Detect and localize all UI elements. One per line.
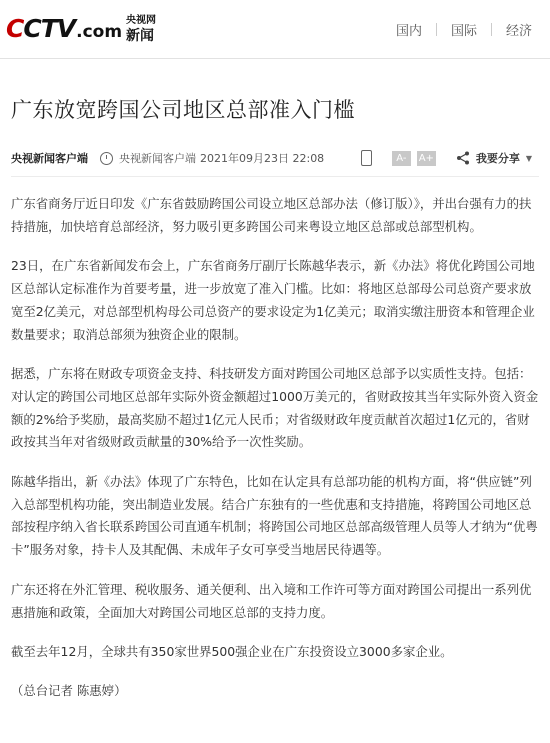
cctv-logo[interactable] <box>6 14 156 44</box>
article-meta <box>11 149 550 167</box>
nav-item-domestic[interactable]: 国内 <box>395 24 422 39</box>
article-title: 广东放宽跨国公司地区总部准入门槛 <box>11 98 355 122</box>
article-source-secondary: 央视新闻客户端 <box>119 152 196 165</box>
clock-icon <box>100 152 113 165</box>
article-tools <box>361 149 532 167</box>
article-paragraph: 陈越华指出，新《办法》体现了广东特色，比如在认定具有总部功能的机构方面，将“供应链”列入总部型机构功能，突出制造业发展。结合广东独有的一些优惠和支持措施，将跨国公司地区总部按程序纳入省长联系跨国公司直通车机制；将跨国公司地区总部高级管理人员等人才纳为“优粤卡”服务对象，持卡人及其配偶、未成年子女可享受当地居民待遇等。 <box>11 474 538 558</box>
site-header <box>0 0 550 59</box>
chevron-down-icon: ▼ <box>525 153 532 163</box>
nav-divider <box>436 23 437 36</box>
article-paragraph: 23日，在广东省新闻发布会上，广东省商务厅副厅长陈越华表示，新《办法》将优化跨国公司地区总部认定标准作为首要考量，进一步放宽了准入门槛。比如：将地区总部母公司总资产要求放宽至2亿美元，对总部型机构母公司总资产的要求设定为1亿美元；取消实缴注册资本和管理企业数量要求；取消总部须为独资企业的限制。 <box>11 258 535 342</box>
share-label: 我要分享 <box>475 152 520 165</box>
logo-com: .com <box>76 22 123 42</box>
article-paragraph: 广东省商务厅近日印发《广东省鼓励跨国公司设立地区总部办法（修订版）》，并出台强有力的扶持措施，加快培育总部经济，努力吸引更多跨国公司来粤设立地区总部或总部型机构。 <box>11 196 532 234</box>
section-name: 新闻 <box>126 28 155 44</box>
article-paragraph: 截至去年12月，全球共有350家世界500强企业在广东投资设立3000多家企业。 <box>11 644 453 660</box>
publish-time: 2021年09月23日 22:08 <box>200 152 325 165</box>
share-button[interactable] <box>456 150 532 166</box>
article-body <box>11 193 541 720</box>
top-nav <box>396 20 532 39</box>
share-icon <box>456 151 470 165</box>
nav-divider <box>491 23 492 36</box>
article-paragraph: 据悉，广东将在财政专项资金支持、科技研发方面对跨国公司地区总部予以实质性支持。包括：对认定的跨国公司地区总部年实际外资金额超过1000万美元的，省财政按其当年实际外资入资金额的2%给予奖励，最高奖励不超过1亿元人民币；对省级财政年度贡献首次超过1亿元的，省财政按其当年对省级财政贡献量的30%给予一次性奖励。 <box>11 366 539 450</box>
divider <box>11 176 539 177</box>
nav-item-international[interactable]: 国际 <box>450 24 477 39</box>
logo-cn: 央视网 <box>126 15 157 26</box>
article-paragraph: 广东还将在外汇管理、税收服务、通关便利、出入境和工作许可等方面对跨国公司提出一系列优惠措施和政策，全面加大对跨国公司地区总部的支持力度。 <box>11 581 532 620</box>
article-byline: （总台记者 陈惠婷） <box>11 682 127 698</box>
font-decrease-button[interactable]: A- <box>392 151 411 166</box>
logo-wordmark: CCTV <box>6 14 76 43</box>
font-increase-button[interactable]: A+ <box>418 152 434 164</box>
nav-item-economy[interactable]: 经济 <box>505 24 532 39</box>
mobile-phone-icon[interactable] <box>361 150 372 166</box>
article-source[interactable]: 央视新闻客户端 <box>11 152 88 165</box>
